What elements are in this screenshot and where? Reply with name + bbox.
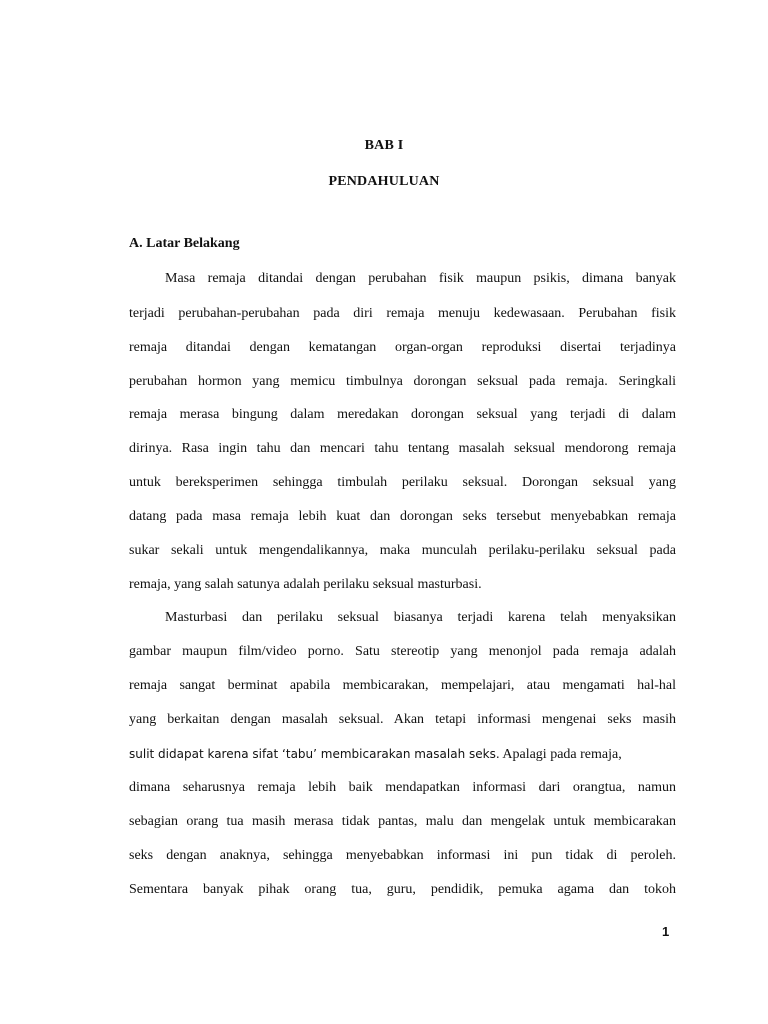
paragraph-line: perubahan hormon yang memicu timbulnya dorongan seksual pada remaja. Seringkali [129,374,676,389]
paragraph-line: untuk bereksperimen sehingga timbulah perilaku seksual. Dorongan seksual yang [129,475,676,490]
paragraph-line: datang pada masa remaja lebih kuat dan dorongan seks tersebut menyebabkan remaja [129,509,676,524]
paragraph-line: remaja, yang salah satunya adalah perilaku seksual masturbasi. [129,577,482,592]
section-heading: A. Latar Belakang [129,236,240,251]
paragraph-line: dirinya. Rasa ingin tahu dan mencari tahu tentang masalah seksual mendorong remaja [129,441,676,456]
paragraph-line: Masa remaja ditandai dengan perubahan fisik maupun psikis, dimana banyak [165,271,676,286]
serif-text-segment: Apalagi pada remaja, [499,747,622,762]
paragraph-line: dimana seharusnya remaja lebih baik mendapatkan informasi dari orangtua, namun [129,780,676,795]
paragraph-line: terjadi perubahan-perubahan pada diri remaja menuju kedewasaan. Perubahan fisik [129,306,676,321]
paragraph-line: remaja merasa bingung dalam meredakan dorongan seksual yang terjadi di dalam [129,407,676,422]
paragraph-line: remaja ditandai dengan kematangan organ-organ reproduksi disertai terjadinya [129,340,676,355]
sans-text-segment: sulit didapat karena sifat ‘tabu’ membicarakan masalah seks. [129,747,500,761]
paragraph-line: remaja sangat berminat apabila membicarakan, mempelajari, atau mengamati hal-hal [129,678,676,693]
paragraph-line: seks dengan anaknya, sehingga menyebabkan informasi ini pun tidak di peroleh. [129,848,676,863]
chapter-title: PENDAHULUAN [328,174,440,189]
paragraph-line [129,745,622,764]
chapter-number: BAB I [364,138,404,153]
paragraph-line: sebagian orang tua masih merasa tidak pantas, malu dan mengelak untuk membicarakan [129,814,676,829]
paragraph-line: Masturbasi dan perilaku seksual biasanya terjadi karena telah menyaksikan [165,610,676,625]
paragraph-line: sukar sekali untuk mengendalikannya, maka munculah perilaku-perilaku seksual pada [129,543,676,558]
paragraph-line: gambar maupun film/video porno. Satu stereotip yang menonjol pada remaja adalah [129,644,676,659]
paragraph-line: yang berkaitan dengan masalah seksual. Akan tetapi informasi mengenai seks masih [129,712,676,727]
page-number: 1 [662,924,670,939]
paragraph-line: Sementara banyak pihak orang tua, guru, pendidik, pemuka agama dan tokoh [129,882,676,897]
